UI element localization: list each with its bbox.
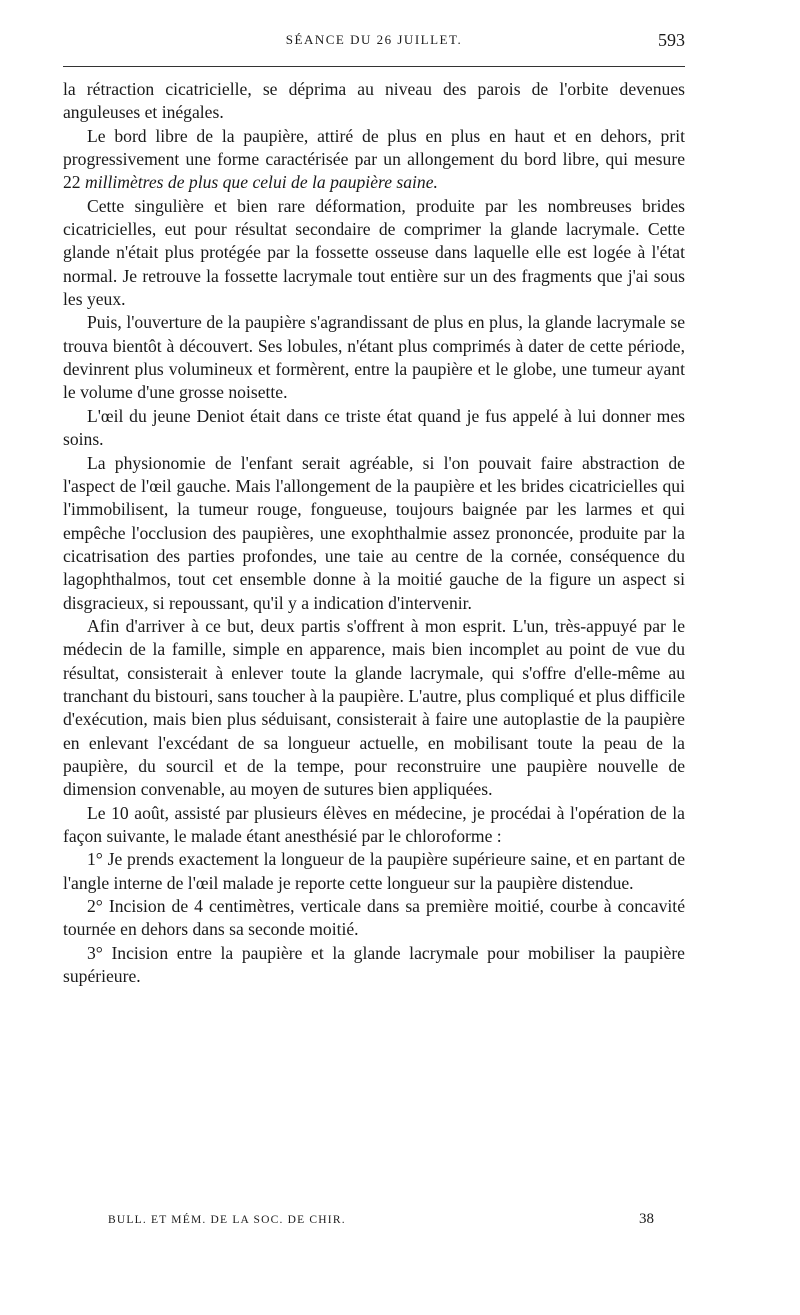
header-rule (63, 66, 685, 67)
paragraph (63, 452, 685, 615)
text-segment: 3° Incision entre la paupière et la glande lacrymale pour mobiliser la paupière supérieure. (63, 942, 685, 987)
paragraph (63, 311, 685, 404)
paragraph (63, 802, 685, 849)
paragraph (63, 405, 685, 452)
paragraph (63, 942, 685, 989)
paragraph (63, 615, 685, 802)
text-segment: Le 10 août, assisté par plusieurs élèves en médecine, je procédai à l'opération de la façon suivante, le malade étant anesthésié par le chloroforme : (63, 802, 685, 846)
paragraph (63, 848, 685, 895)
paragraph (63, 895, 685, 942)
body-text (63, 78, 685, 988)
running-header (63, 30, 685, 60)
paragraph (63, 78, 685, 125)
footer-journal: BULL. ET MÉM. DE LA SOC. DE CHIR. (108, 1214, 346, 1226)
paragraph (63, 125, 685, 195)
text-segment: Puis, l'ouverture de la paupière s'agrandissant de plus en plus, la glande lacrymale se trouva bientôt à découvert. Ses lobules, n'étant plus comprimés à dater de cette période, devinrent plus volumineux et formèrent, entre la paupière et le globe, une tumeur ayant le volume d'une grosse noisette. (63, 312, 685, 403)
italic-text: millimètres de plus que celui de la paupière saine. (85, 172, 438, 193)
text-segment: Cette singulière et bien rare déformation, produite par les nombreuses brides cicatricielles, eut pour résultat secondaire de comprimer la glande lacrymale. Cette glande n'était plus protégée par la fossette osseuse dans laquelle elle est logée à l'état normal. Je retrouve la fossette lacrymale tout entière sur un des fragments que j'ai sous les yeux. (63, 195, 685, 310)
text-segment: 1° Je prends exactement la longueur de la paupière supérieure saine, et en partant de l'angle interne de l'œil malade je reporte cette longueur sur la paupière distendue. (63, 849, 685, 893)
paragraph (63, 195, 685, 312)
text-segment: Afin d'arriver à ce but, deux partis s'offrent à mon esprit. L'un, très-appuyé par le médecin de la famille, simple en apparence, mais bien incomplet au point de vue du résultat, consisterait à enlever toute la glande lacrymale, qui s'offre d'elle-même au tranchant du bistouri, sans toucher à la paupière. L'autre, plus compliqué et plus difficile d'exécution, mais bien plus séduisant, consisterait à faire une autoplastie de la paupière en enlevant l'excédant de sa longueur actuelle, en mobilisant toute la peau de la paupière, du sourcil et de la tempe, pour reconstruire une paupière nouvelle de dimension convenable, au moyen de sutures bien appliquées. (63, 615, 685, 800)
page-number: 593 (658, 30, 685, 50)
text-segment: 2° Incision de 4 centimètres, verticale dans sa première moitié, courbe à concavité tournée en dehors dans sa seconde moitié. (63, 896, 685, 940)
text-segment: Le bord libre de la paupière, attiré de plus en plus en haut et en dehors, prit progressivement une forme caractérisée par un allongement du bord libre, qui mesure 22 (63, 125, 685, 193)
text-segment: la rétraction cicatricielle, se déprima au niveau des parois de l'orbite devenues anguleuses et inégales. (63, 79, 685, 123)
text-segment: L'œil du jeune Deniot était dans ce triste état quand je fus appelé à lui donner mes soins. (63, 405, 685, 450)
footer (108, 1211, 654, 1227)
text-segment: La physionomie de l'enfant serait agréable, si l'on pouvait faire abstraction de l'aspect de l'œil gauche. Mais l'allongement de la paupière et les brides cicatricielles qui l'immobilisent, la tumeur rouge, fongueuse, toujours baignée par les larmes et qui empêche l'occlusion des paupières, une exophthalmie assez prononcée, produite par la cicatrisation des parties profondes, une taie au centre de la cornée, conséquence du lagophthalmos, tout cet ensemble donne à la moitié gauche de la figure un aspect si disgracieux, si repoussant, qu'il y a indication d'intervenir. (63, 452, 685, 613)
header-title: SÉANCE DU 26 JUILLET. (285, 32, 463, 47)
signature-mark: 38 (639, 1211, 654, 1227)
